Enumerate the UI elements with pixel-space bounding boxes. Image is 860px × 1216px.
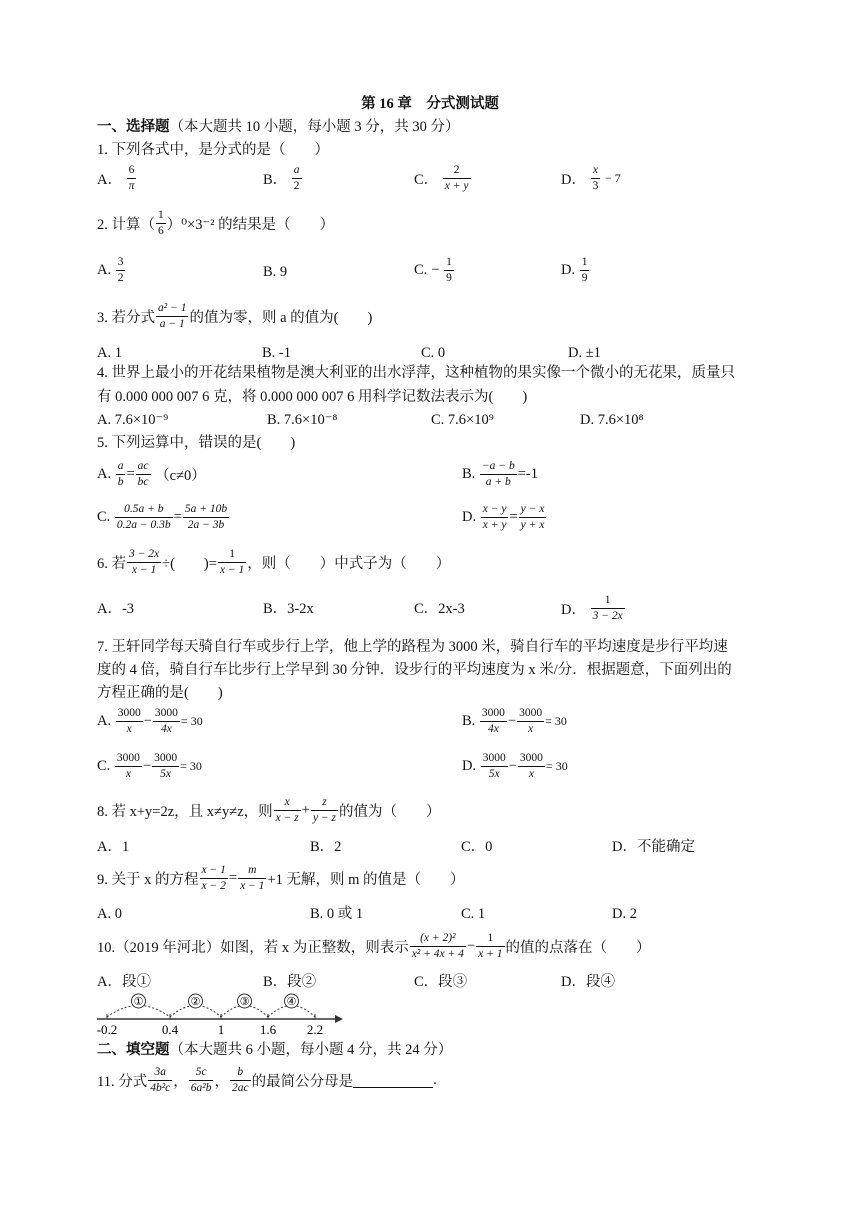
q7-option-d[interactable]: D. $\frac{3000}{5x}$ − $\frac{3000}{x}$ = 30	[462, 752, 568, 781]
question-7-line-3: 方程正确的是( )	[97, 685, 223, 701]
q6-option-d[interactable]: D． $\frac{1}{3 - 2x}$	[561, 594, 623, 623]
fraction: $\frac{x}{3}$	[592, 164, 599, 193]
question-6-stem: 6. 若 $\frac{3 - 2x}{x - 1}$ ÷( )= $\frac{1}{x - 1}$ ，则（ ）中式子为（ ）	[97, 548, 451, 577]
section-heading-fill	[97, 1043, 452, 1058]
arrow-icon	[335, 1015, 343, 1023]
q3-option-a[interactable]: A. 1	[97, 345, 122, 361]
fraction: $\frac{x}{x - z}$	[275, 796, 299, 825]
page-title: 第 16 章 分式测试题	[361, 96, 499, 112]
question-4-line-2: 有 0.000 000 007 6 克，将 0.000 000 007 6 用科学记数法表示为( )	[97, 389, 528, 405]
q2-option-d[interactable]: D. $\frac{1}{9}$	[561, 256, 588, 285]
fraction: $\frac{-a - b}{a + b}$	[481, 460, 515, 489]
fraction: $\frac{3000}{x}$	[519, 752, 543, 781]
question-7-line-1: 7. 王轩同学每天骑自行车或步行上学，他上学的路程为 3000 米，骑自行车的平均速度是步行平均速	[97, 639, 728, 655]
segment-label: ①	[133, 996, 144, 1008]
question-11-stem: 11. 分式 $\frac{3a}{\text{4b²c}}$ ， $\frac{5c}{\text{6a²b}}$ ， $\frac{b}{2ac}$ 的最简公分母是 .	[97, 1066, 437, 1095]
q9-option-d[interactable]: D. 2	[612, 906, 637, 922]
number-line-figure	[95, 990, 345, 1038]
q8-option-d[interactable]: D．不能确定	[612, 839, 695, 855]
q10-option-a[interactable]: A．段①	[97, 974, 151, 990]
fraction: $\frac{0.5a + b}{0.2a - 0.3b}$	[116, 503, 171, 532]
fraction: $\frac{3}{2}$	[117, 256, 124, 285]
q10-option-b[interactable]: B．段②	[263, 974, 317, 990]
fraction: $\frac{3000}{x}$	[117, 707, 141, 736]
section-2-note: （本大题共 6 小题，每小题 4 分，共 24 分）	[169, 1042, 453, 1058]
q3-option-c[interactable]: C. 0	[421, 345, 446, 361]
q5-option-b[interactable]: B. $\frac{-a - b}{a + b}$ =-1	[462, 460, 538, 489]
fraction: $\frac{\text{a² − 1}}{a - 1}$	[158, 302, 187, 331]
q2-option-b[interactable]: B. 9	[263, 264, 288, 280]
fraction: $\frac{b}{2ac}$	[231, 1066, 249, 1095]
answer-blank[interactable]	[353, 1073, 433, 1088]
segment-label: ④	[286, 996, 297, 1008]
q1-option-c[interactable]: C． $\frac{2}{x + y}$	[414, 164, 469, 193]
section-1-note: （本大题共 10 小题，每小题 3 分，共 30 分）	[169, 119, 460, 135]
q7-option-c[interactable]: C. $\frac{3000}{x}$ − $\frac{3000}{5x}$ = 30	[97, 752, 202, 781]
question-7-line-2: 度的 4 倍，骑自行车比步行上学早到 30 分钟．设步行的平均速度为 x 米/分．根据题意，下面列出的	[97, 662, 732, 678]
q6-option-a[interactable]: A．-3	[97, 601, 135, 617]
q1-option-b[interactable]: B． $\frac{a}{2}$	[263, 164, 300, 193]
q3-option-b[interactable]: B. -1	[262, 345, 291, 361]
q5-option-c[interactable]: C. $\frac{0.5a + b}{0.2a - 0.3b}$ = $\frac{5a + 10b}{2a - 3b}$	[97, 503, 228, 532]
fraction: $\frac{5c}{\text{6a²b}}$	[190, 1066, 212, 1095]
question-4-line-1: 4. 世界上最小的开花结果植物是澳大利亚的出水浮萍，这种植物的果实像一个微小的无花果，质量只	[97, 365, 735, 381]
q2-option-a[interactable]: A. $\frac{3}{2}$	[97, 256, 124, 285]
section-1-title: 一、选择题	[97, 119, 170, 135]
q2-option-c[interactable]: C. − $\frac{1}{9}$	[414, 256, 452, 285]
fraction: $\frac{m}{x - 1}$	[240, 864, 265, 893]
tick-label: 0.4	[161, 1022, 179, 1037]
fraction: $\frac{3000}{x}$	[519, 707, 543, 736]
fraction: $\frac{3 - 2x}{x - 1}$	[129, 548, 160, 577]
q4-option-c[interactable]: C. 7.6×10⁹	[431, 412, 494, 428]
fraction: $\frac{1}{9}$	[581, 256, 588, 285]
question-10-stem: 10.（2019 年河北）如图，若 x 为正整数，则表示 $\frac{\text{(x + 2)²}}{\text{x² + 4x + 4}}$ − $\frac{1}{x + 1}$ 的值的点落在（ ）	[97, 932, 651, 961]
fraction: $\frac{3000}{4x}$	[481, 707, 505, 736]
fraction: $\frac{6}{\pi}$	[128, 164, 135, 193]
question-8-stem: 8. 若 x+y=2z，且 x≠y≠z，则 $\frac{x}{x - z}$ + $\frac{z}{y - z}$ 的值为（ ）	[97, 796, 441, 825]
q8-option-c[interactable]: C．0	[461, 839, 493, 855]
fraction: $\frac{1}{3 - 2x}$	[592, 594, 623, 623]
fraction: $\frac{ac}{bc}$	[137, 460, 149, 489]
tick-label: 1.6	[259, 1022, 277, 1037]
question-9-stem: 9. 关于 x 的方程 $\frac{x - 1}{x - 2}$ = $\frac{m}{x - 1}$ +1 无解，则 m 的值是（ ）	[97, 864, 465, 893]
question-3-stem: 3. 若分式 $\frac{\text{a² − 1}}{a - 1}$ 的值为零，则 a 的值为( )	[97, 302, 373, 331]
fraction: $\frac{y - x}{y + x}$	[520, 503, 545, 532]
fraction: $\frac{5a + 10b}{2a - 3b}$	[184, 503, 228, 532]
tick-label: 2.2	[306, 1022, 324, 1037]
q4-option-d[interactable]: D. 7.6×10⁸	[580, 412, 644, 428]
q9-option-a[interactable]: A. 0	[97, 906, 122, 922]
fraction: $\frac{1}{9}$	[446, 256, 452, 285]
q3-option-d[interactable]: D. ±1	[568, 345, 601, 361]
q1-option-a[interactable]: A． $\frac{6}{\pi}$	[97, 164, 135, 193]
tick-label: 1	[217, 1022, 225, 1037]
question-5-stem: 5. 下列运算中，错误的是( )	[97, 435, 296, 451]
fraction: $\frac{x - 1}{x - 2}$	[201, 864, 226, 893]
q5-option-a[interactable]: A. $\frac{a}{b}$ = $\frac{ac}{bc}$ （c≠0）	[97, 460, 206, 489]
fraction: $\frac{3a}{\text{4b²c}}$	[150, 1066, 171, 1095]
q10-option-d[interactable]: D．段④	[561, 974, 615, 990]
question-2-stem: 2. 计算（ $\frac{1}{6}$ ）⁰×3⁻² 的结果是（ ）	[97, 209, 335, 238]
fraction: $\frac{a}{b}$	[117, 460, 124, 489]
q7-option-a[interactable]: A. $\frac{3000}{x}$ − $\frac{3000}{4x}$ = 30	[97, 707, 203, 736]
q9-option-c[interactable]: C. 1	[461, 906, 486, 922]
section-heading-choice	[97, 120, 460, 135]
fraction: $\frac{x - y}{x + y}$	[482, 503, 507, 532]
q10-option-c[interactable]: C．段③	[414, 974, 468, 990]
section-2-title: 二、填空题	[97, 1042, 170, 1058]
fraction: $\frac{z}{y - z}$	[312, 796, 337, 825]
fraction: $\frac{3000}{5x}$	[154, 752, 178, 781]
q4-option-a[interactable]: A. 7.6×10⁻⁹	[97, 412, 169, 428]
fraction: $\frac{1}{x + 1}$	[478, 932, 503, 961]
fraction: $\frac{a}{2}$	[293, 164, 300, 193]
segment-label: ②	[190, 996, 201, 1008]
q8-option-a[interactable]: A．1	[97, 839, 130, 855]
fraction: $\frac{1}{x - 1}$	[219, 548, 245, 577]
q9-option-b[interactable]: B. 0 或 1	[310, 906, 364, 922]
fraction: $\frac{\text{(x + 2)²}}{\text{x² + 4x + 4}}$	[411, 932, 464, 961]
q6-option-b[interactable]: B．3-2x	[263, 601, 314, 617]
tick-label: -0.2	[96, 1022, 118, 1037]
segment-label: ③	[239, 996, 250, 1008]
fraction: $\frac{3000}{4x}$	[154, 707, 178, 736]
question-1-stem: 1. 下列各式中，是分式的是（ ）	[97, 142, 329, 158]
q1-option-d[interactable]: D． $\frac{x}{3}$ − 7	[561, 164, 621, 193]
q5-option-d[interactable]: D. $\frac{x - y}{x + y}$ = $\frac{y - x}{y + x}$	[462, 503, 545, 532]
fraction: $\frac{3000}{5x}$	[482, 752, 506, 781]
q6-option-c[interactable]: C．2x-3	[414, 601, 465, 617]
q4-option-b[interactable]: B. 7.6×10⁻⁸	[267, 412, 338, 428]
fraction: $\frac{2}{x + y}$	[444, 164, 469, 193]
fraction: $\frac{1}{6}$	[158, 209, 164, 238]
q7-option-b[interactable]: B. $\frac{3000}{4x}$ − $\frac{3000}{x}$ = 30	[462, 707, 567, 736]
fraction: $\frac{3000}{x}$	[116, 752, 140, 781]
q8-option-b[interactable]: B．2	[310, 839, 342, 855]
